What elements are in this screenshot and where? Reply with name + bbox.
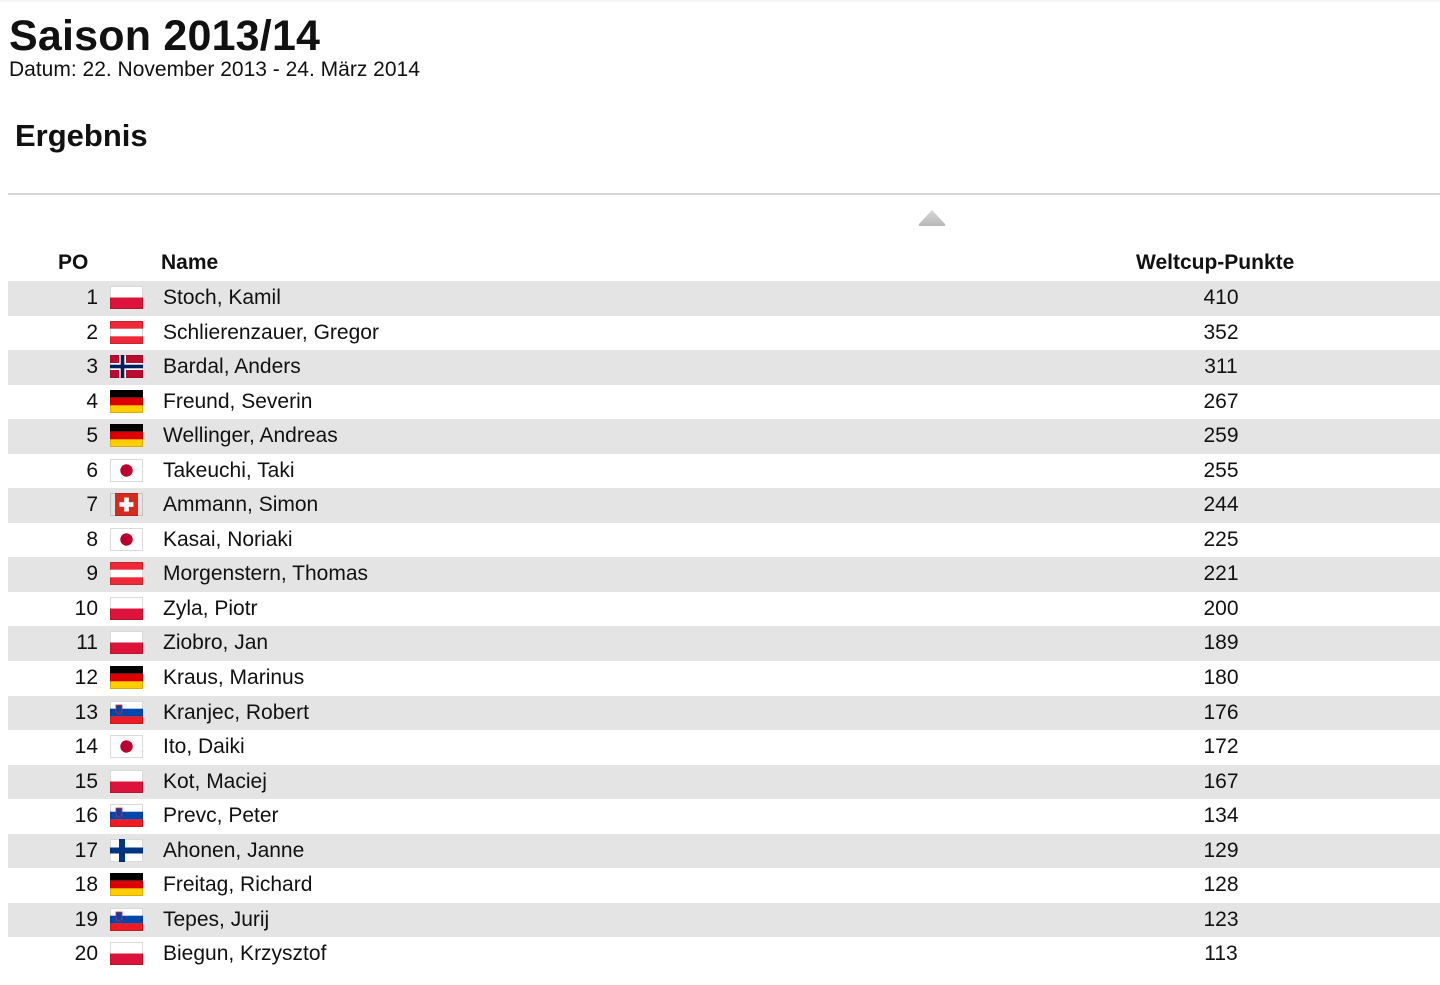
rank-cell: 12 <box>74 666 98 690</box>
rank-cell: 4 <box>86 389 98 413</box>
rank-cell: 3 <box>86 355 98 379</box>
results-table-body <box>8 281 1440 972</box>
flag-slo-icon <box>110 701 143 724</box>
rank-cell: 10 <box>74 596 98 620</box>
table-row[interactable] <box>8 557 1440 592</box>
flag-ger-icon <box>110 873 143 896</box>
flag-pol-icon <box>110 770 143 793</box>
rank-cell: 6 <box>86 458 98 482</box>
flag-nor-icon <box>110 355 143 378</box>
flag-pol-icon <box>110 942 143 965</box>
points-cell: 311 <box>1204 355 1238 379</box>
points-cell: 180 <box>1203 666 1239 690</box>
column-header-points[interactable]: Weltcup-Punkte <box>1136 251 1295 274</box>
column-header-position[interactable]: PO <box>58 251 89 274</box>
athlete-name[interactable]: Zyla, Piotr <box>163 596 258 620</box>
table-row[interactable] <box>8 385 1440 420</box>
athlete-name[interactable]: Kot, Maciej <box>163 769 267 793</box>
rank-cell: 20 <box>74 942 98 966</box>
points-cell: 221 <box>1203 562 1239 586</box>
rank-cell: 8 <box>86 527 98 551</box>
points-cell: 200 <box>1203 596 1239 620</box>
flag-jpn-icon <box>110 735 143 758</box>
flag-ger-icon <box>110 666 143 689</box>
points-cell: 352 <box>1203 320 1239 344</box>
table-row[interactable] <box>8 454 1440 489</box>
table-row[interactable] <box>8 488 1440 523</box>
rank-cell: 9 <box>86 562 98 586</box>
athlete-name[interactable]: Prevc, Peter <box>163 804 279 828</box>
flag-ger-icon <box>110 390 143 413</box>
athlete-name[interactable]: Wellinger, Andreas <box>163 424 338 448</box>
flag-ger-icon <box>110 424 143 447</box>
athlete-name[interactable]: Freitag, Richard <box>163 873 313 897</box>
sort-ascending-icon[interactable] <box>916 208 948 228</box>
points-cell: 176 <box>1203 700 1239 724</box>
rank-cell: 15 <box>74 769 98 793</box>
table-row[interactable] <box>8 696 1440 731</box>
top-shadow <box>0 0 1440 3</box>
page-title: Saison 2013/14 <box>9 12 321 60</box>
athlete-name[interactable]: Ahonen, Janne <box>163 838 305 862</box>
rank-cell: 5 <box>86 424 98 448</box>
rank-cell: 16 <box>74 804 98 828</box>
points-cell: 225 <box>1203 527 1239 551</box>
table-row[interactable] <box>8 834 1440 869</box>
rank-cell: 18 <box>74 873 98 897</box>
athlete-name[interactable]: Kasai, Noriaki <box>163 527 293 551</box>
points-cell: 255 <box>1203 458 1239 482</box>
table-row[interactable] <box>8 592 1440 627</box>
flag-pol-icon <box>110 597 143 620</box>
athlete-name[interactable]: Biegun, Krzysztof <box>163 942 327 966</box>
flag-slo-icon <box>110 804 143 827</box>
table-row[interactable] <box>8 281 1440 316</box>
rank-cell: 2 <box>86 320 98 344</box>
points-cell: 113 <box>1204 942 1238 966</box>
rank-cell: 17 <box>74 838 98 862</box>
flag-aut-icon <box>110 321 143 344</box>
athlete-name[interactable]: Takeuchi, Taki <box>163 458 295 482</box>
table-row[interactable] <box>8 765 1440 800</box>
table-row[interactable] <box>8 799 1440 834</box>
date-range: Datum: 22. November 2013 - 24. März 2014 <box>9 58 420 81</box>
points-cell: 129 <box>1203 838 1239 862</box>
rank-cell: 7 <box>86 493 98 517</box>
athlete-name[interactable]: Freund, Severin <box>163 389 313 413</box>
points-cell: 410 <box>1203 286 1239 309</box>
flag-slo-icon <box>110 908 143 931</box>
flag-sui-icon <box>110 493 143 516</box>
flag-fin-icon <box>110 839 143 862</box>
points-cell: 267 <box>1203 389 1239 413</box>
points-cell: 134 <box>1203 804 1239 828</box>
athlete-name[interactable]: Kranjec, Robert <box>163 700 309 724</box>
flag-aut-icon <box>110 562 143 585</box>
athlete-name[interactable]: Kraus, Marinus <box>163 666 305 690</box>
table-row[interactable] <box>8 419 1440 454</box>
divider <box>8 193 1440 195</box>
points-cell: 189 <box>1203 631 1239 655</box>
points-cell: 167 <box>1203 769 1239 793</box>
rank-cell: 19 <box>74 907 98 931</box>
rank-cell: 14 <box>74 735 98 759</box>
table-row[interactable] <box>8 868 1440 903</box>
rank-cell: 13 <box>74 700 98 724</box>
table-row[interactable] <box>8 903 1440 938</box>
rank-cell: 1 <box>86 286 98 309</box>
section-title: Ergebnis <box>15 118 148 153</box>
table-row[interactable] <box>8 626 1440 661</box>
table-row[interactable] <box>8 937 1440 972</box>
athlete-name[interactable]: Ito, Daiki <box>163 735 245 759</box>
athlete-name[interactable]: Ziobro, Jan <box>163 631 269 655</box>
athlete-name[interactable]: Tepes, Jurij <box>163 907 270 931</box>
athlete-name[interactable]: Stoch, Kamil <box>163 286 281 309</box>
athlete-name[interactable]: Morgenstern, Thomas <box>163 562 369 586</box>
flag-pol-icon <box>110 631 143 654</box>
table-row[interactable] <box>8 661 1440 696</box>
flag-pol-icon <box>110 286 143 309</box>
flag-jpn-icon <box>110 459 143 482</box>
points-cell: 259 <box>1203 424 1239 448</box>
table-row[interactable] <box>8 523 1440 558</box>
points-cell: 123 <box>1203 907 1239 931</box>
athlete-name[interactable]: Ammann, Simon <box>163 493 319 517</box>
column-header-name[interactable]: Name <box>161 251 219 274</box>
table-row[interactable] <box>8 316 1440 351</box>
table-row[interactable] <box>8 350 1440 385</box>
flag-jpn-icon <box>110 528 143 551</box>
athlete-name[interactable]: Schlierenzauer, Gregor <box>163 320 379 344</box>
table-row[interactable] <box>8 730 1440 765</box>
points-cell: 244 <box>1203 493 1239 517</box>
points-cell: 128 <box>1203 873 1239 897</box>
athlete-name[interactable]: Bardal, Anders <box>163 355 301 379</box>
points-cell: 172 <box>1203 735 1239 759</box>
rank-cell: 11 <box>76 631 98 655</box>
